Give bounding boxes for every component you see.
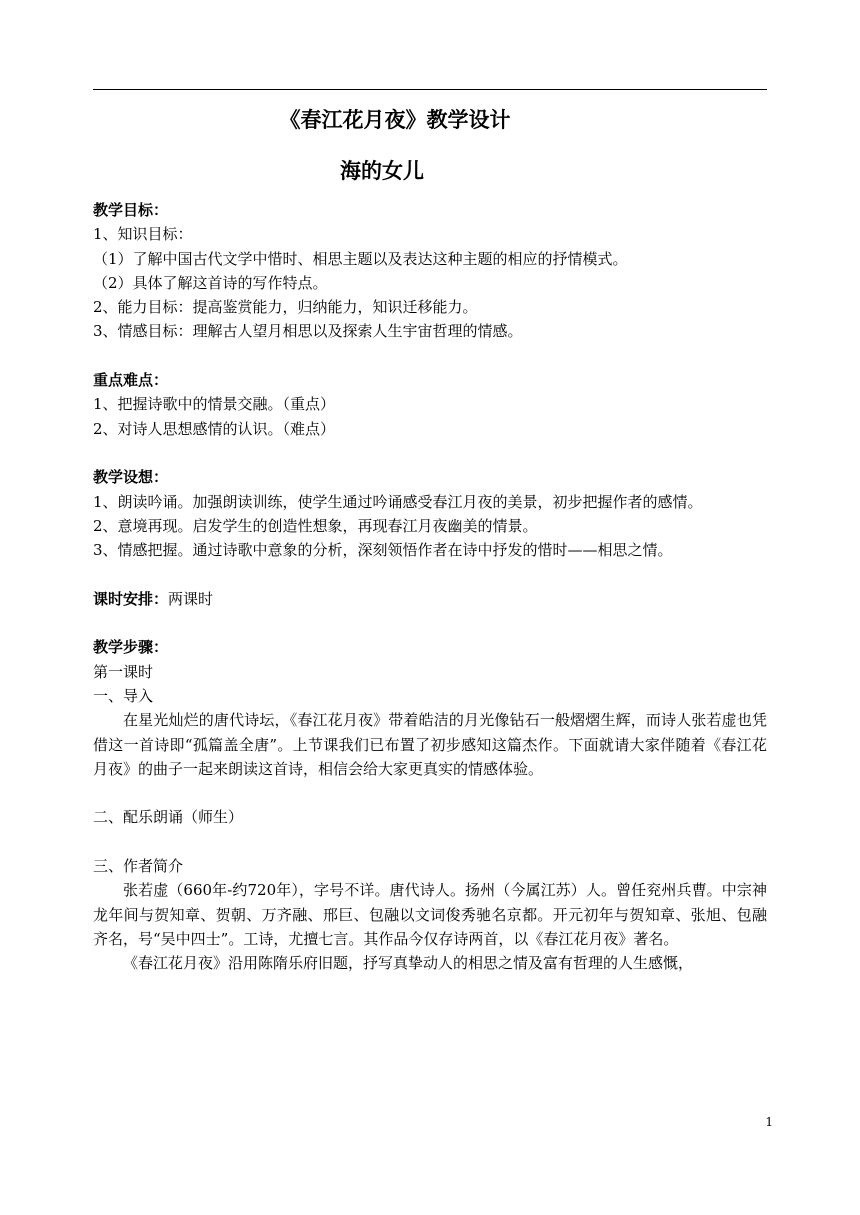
schedule-value: 两课时 (168, 589, 214, 608)
goal-item: （2）具体了解这首诗的写作特点。 (93, 273, 328, 292)
step-paragraph-intro: 在星光灿烂的唐代诗坛，《春江花月夜》带着皓洁的月光像钻石一般熠熠生辉，而诗人张若虚也凭借这一首诗即“孤篇盖全唐”。上节课我们已布置了初步感知这篇杰作。下面就请大家伴随着《春江花月夜》的曲子一起来朗读这首诗，相信会给大家更真实的情感体验。 (93, 711, 767, 778)
section-heading-goals: 教学目标： (93, 201, 169, 219)
idea-item: 3、情感把握。通过诗歌中意象的分析，深刻领悟作者在诗中抒发的惜时——相思之情。 (93, 541, 673, 560)
document-author: 海的女儿 (340, 158, 424, 183)
idea-item: 2、意境再现。启发学生的创造性想象，再现春江月夜幽美的情景。 (93, 516, 538, 535)
step-paragraph-author: 张若虚（660年-约720年），字号不详。唐代诗人。扬州（今属江苏）人。曾任兖州兵曹。中宗神龙年间与贺知章、贺朝、万齐融、邢巨、包融以文词俊秀驰名京都。开元初年与贺知章、张旭、包融齐名，号“吴中四士”。工诗，尤擅七言。其作品今仅存诗两首，以《春江花月夜》著名。 (93, 881, 767, 948)
step-title-author: 三、作者简介 (93, 857, 184, 876)
step-paragraph-poem: 《春江花月夜》沿用陈隋乐府旧题，抒写真挚动人的相思之情及富有哲理的人生感慨， (123, 954, 694, 973)
key-point-item: 1、把握诗歌中的情景交融。（重点） (93, 395, 336, 414)
document-title: 《春江花月夜》教学设计 (279, 107, 511, 132)
header-rule (93, 89, 767, 90)
key-point-item: 2、对诗人思想感情的认识。（难点） (93, 419, 336, 438)
spacer (93, 344, 767, 368)
page-number: 1 (765, 1115, 773, 1129)
goal-item: 2、能力目标：提高鉴赏能力，归纳能力，知识迁移能力。 (93, 298, 478, 317)
step-title-intro: 一、导入 (93, 686, 154, 705)
spacer (93, 611, 767, 635)
section-heading-key-points: 重点难点： (93, 371, 169, 390)
goal-item: 3、情感目标：理解古人望月相思以及探索人生宇宙哲理的情感。 (93, 322, 523, 341)
goal-item: （1）了解中国古代文学中惜时、相思主题以及表达这种主题的相应的抒情模式。 (93, 249, 628, 268)
spacer (93, 441, 767, 465)
goal-item: 1、知识目标： (93, 225, 193, 244)
spacer (93, 781, 767, 805)
spacer (93, 830, 767, 854)
schedule-line (93, 587, 767, 611)
spacer (93, 562, 767, 586)
section-heading-steps: 教学步骤： (93, 638, 169, 657)
schedule-label: 课时安排： (93, 589, 169, 608)
step-title-reading: 二、配乐朗诵（师生） (93, 808, 244, 827)
document-body (93, 198, 767, 976)
section-heading-ideas: 教学设想： (93, 468, 169, 487)
lesson-label: 第一课时 (93, 662, 154, 681)
idea-item: 1、朗读吟诵。加强朗读训练，使学生通过吟诵感受春江月夜的美景，初步把握作者的感情。 (93, 492, 703, 511)
